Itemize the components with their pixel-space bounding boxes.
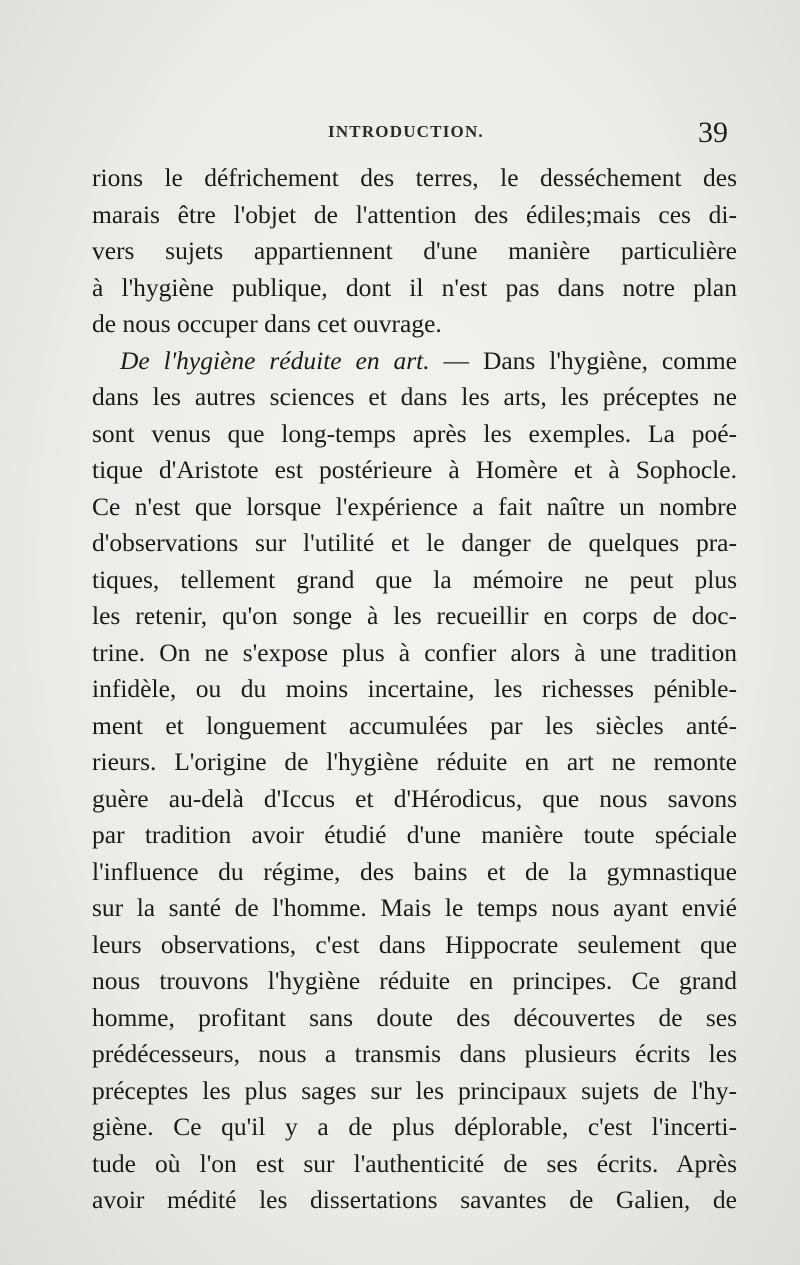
body-text (92, 160, 737, 1219)
text-line: vers sujets appartiennent d'une manière particulière (92, 236, 737, 265)
text-line: trine. On ne s'expose plus à confier alors à une tradition (92, 637, 737, 667)
text-line: les retenir, qu'on songe à les recueillir en corps de doc- (92, 601, 737, 630)
text-line: avoir médité les dissertations savantes de Galien, de (92, 1185, 737, 1214)
text-line: de nous occuper dans cet ouvrage. (92, 309, 442, 338)
text-line: l'influence du régime, des bains et de la gymnastique (92, 856, 737, 886)
text-line: Ce n'est que lorsque l'expérience a fait naître un nombre (92, 491, 737, 521)
text-line: sur la santé de l'homme. Mais le temps nous ayant envié (92, 893, 737, 922)
text-line: à l'hygiène publique, dont il n'est pas dans notre plan (92, 272, 737, 302)
section-heading: De l'hygiène réduite en art. (120, 345, 430, 375)
text-line: ment et longuement accumulées par les siècles anté- (92, 710, 737, 740)
page-header (0, 116, 800, 152)
text-line: prédécesseurs, nous a transmis dans plusieurs écrits les (92, 1039, 737, 1068)
page-number: 39 (698, 116, 728, 149)
text-line: tiques, tellement grand que la mémoire ne peut plus (92, 564, 737, 594)
text-line: tique d'Aristote est postérieure à Homère et à Sophocle. (92, 455, 737, 484)
text-line: homme, profitant sans doute des découvertes de ses (92, 1002, 737, 1032)
text-line-with-heading (92, 343, 737, 380)
running-title: INTRODUCTION. (328, 122, 484, 141)
text-line: rions le défrichement des terres, le desséchement des (92, 163, 737, 192)
text-line: tude où l'on est sur l'authenticité de ses écrits. Après (92, 1148, 737, 1178)
text-line: par tradition avoir étudié d'une manière toute spéciale (92, 820, 737, 849)
text-line: guère au-delà d'Iccus et d'Hérodicus, que nous savons (92, 783, 737, 813)
text-line: dans les autres sciences et dans les arts, les préceptes ne (92, 382, 737, 411)
text-line: infidèle, ou du moins incertaine, les richesses pénible- (92, 674, 737, 703)
text-line: giène. Ce qu'il y a de plus déplorable, c'est l'incerti- (92, 1112, 737, 1141)
text-line-remainder: — Dans l'hygiène, comme (443, 345, 737, 375)
text-line: nous trouvons l'hygiène réduite en principes. Ce grand (92, 966, 737, 995)
text-line: sont venus que long-temps après les exemples. La poé- (92, 418, 737, 448)
text-line: préceptes les plus sages sur les principaux sujets de l'hy- (92, 1075, 737, 1105)
text-line: d'observations sur l'utilité et le danger de quelques pra- (92, 528, 737, 557)
text-line: rieurs. L'origine de l'hygiène réduite en art ne remonte (92, 747, 737, 776)
text-line: marais être l'objet de l'attention des édiles;mais ces di- (92, 199, 737, 229)
text-line: leurs observations, c'est dans Hippocrate seulement que (92, 929, 737, 959)
